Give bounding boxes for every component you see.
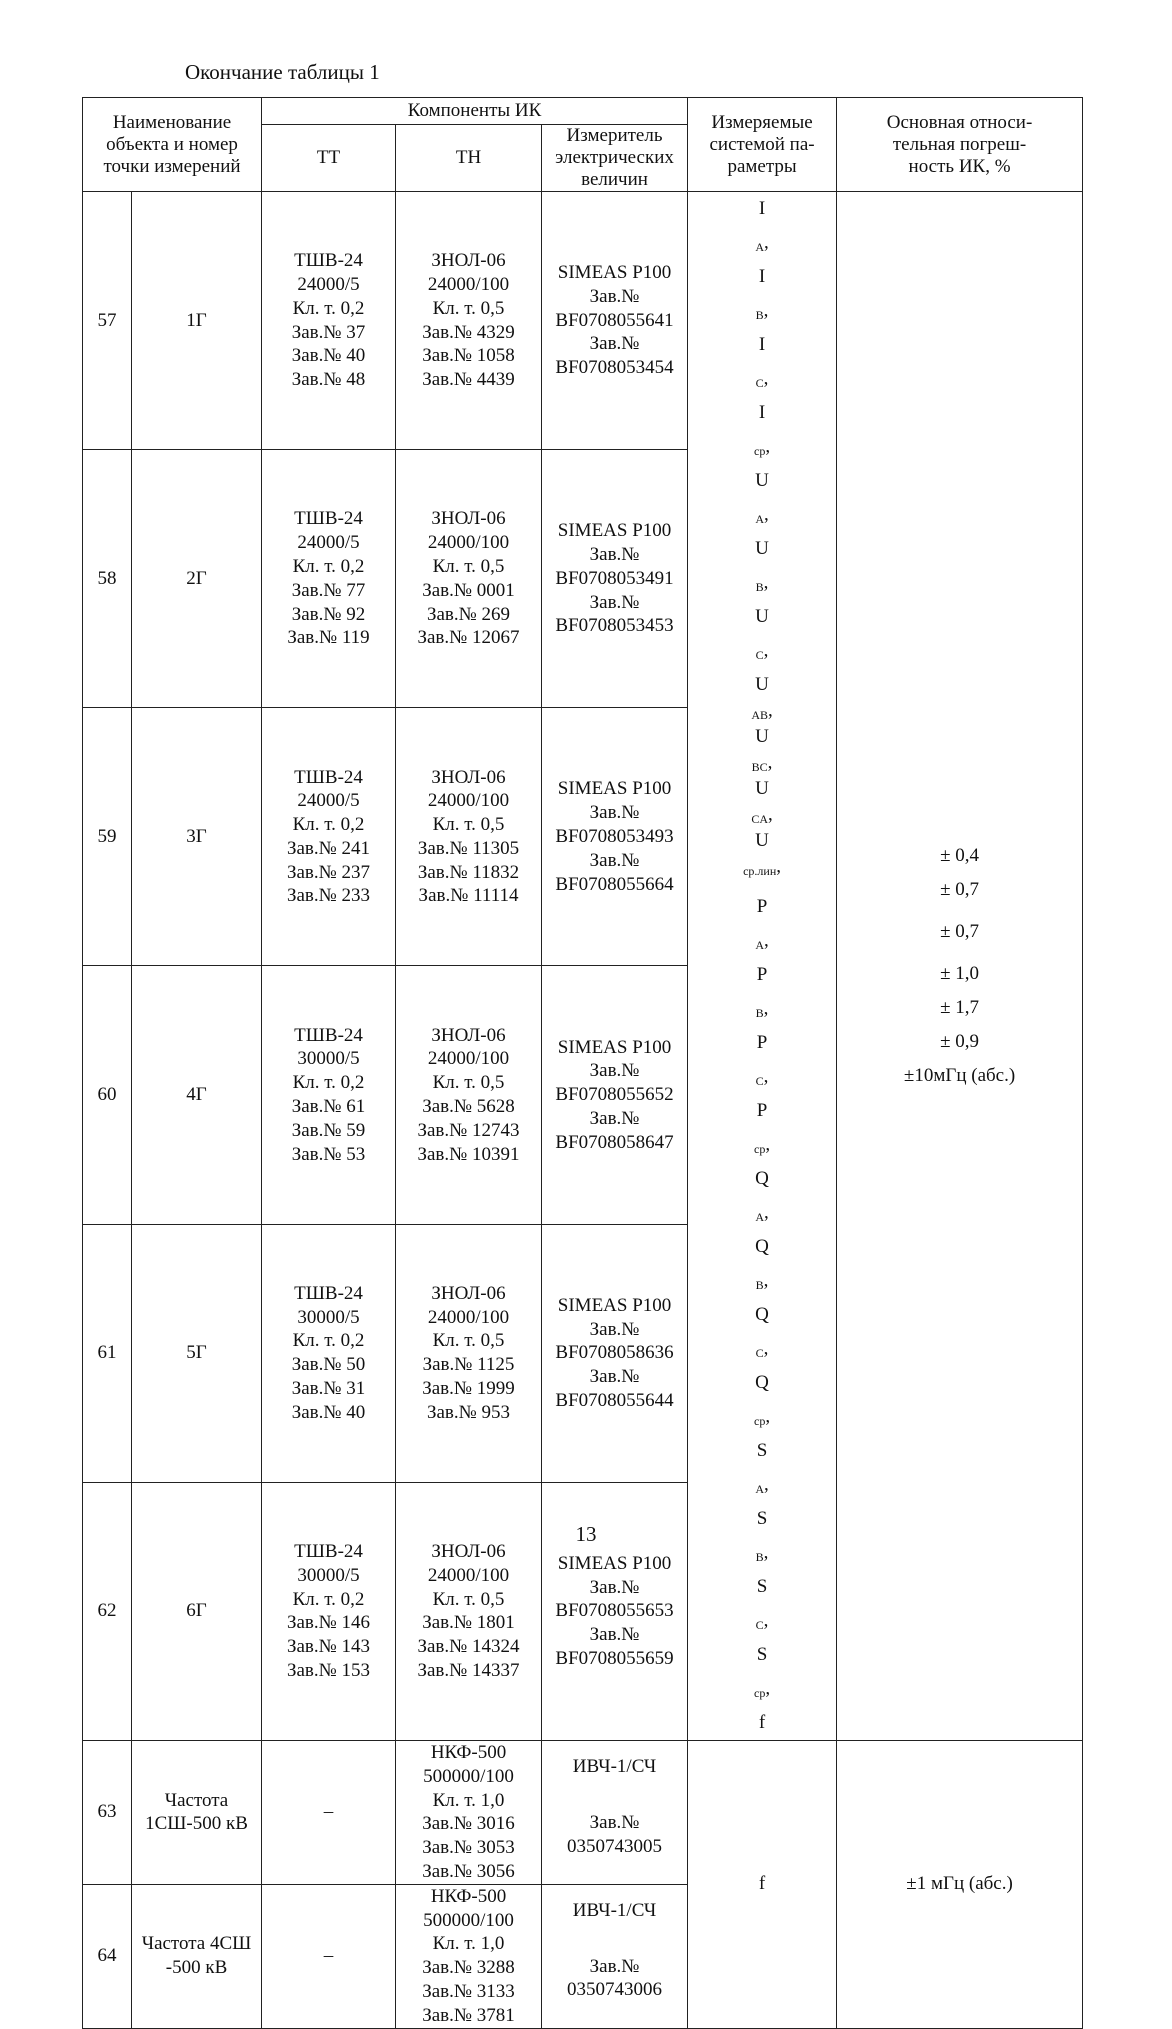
row-number: 58	[83, 450, 132, 708]
tt-cell: ТШВ-24 30000/5 Кл. т. 0,2 Зав.№ 61 Зав.№ 59 Зав.№ 53	[262, 966, 396, 1224]
tn-cell: НКФ-500 500000/100 Кл. т. 1,0 Зав.№ 3016 Зав.№ 3053 Зав.№ 3056	[396, 1741, 542, 1885]
tn-cell: НКФ-500 500000/100 Кл. т. 1,0 Зав.№ 3288 Зав.№ 3133 Зав.№ 3781	[396, 1884, 542, 2028]
object-name: 6Г	[132, 1482, 262, 1740]
params-cell-group1	[688, 192, 837, 1741]
header-error: Основная относи- тельная погреш- ность ИК, %	[837, 98, 1083, 192]
row-number: 63	[83, 1741, 132, 1885]
object-name: Частота 4СШ -500 кВ	[132, 1884, 262, 2028]
table-body	[83, 192, 1083, 2029]
tt-cell: ТШВ-24 30000/5 Кл. т. 0,2 Зав.№ 50 Зав.№ 31 Зав.№ 40	[262, 1224, 396, 1482]
tn-cell: ЗНОЛ-06 24000/100 Кл. т. 0,5 Зав.№ 0001 Зав.№ 269 Зав.№ 12067	[396, 450, 542, 708]
table-caption: Окончание таблицы 1	[185, 60, 380, 84]
table-header	[83, 98, 1083, 192]
tt-cell: –	[262, 1884, 396, 2028]
param-active-power: P $_A$, P $_B$, P $_C$, P $_{ср}$,	[754, 896, 771, 1156]
meter-cell: ИВЧ-1/СЧ Зав.№ 0350743005	[542, 1741, 688, 1885]
object-name: 4Г	[132, 966, 262, 1224]
object-name: Частота 1СШ-500 кВ	[132, 1741, 262, 1885]
row-number: 64	[83, 1884, 132, 2028]
row-number: 59	[83, 708, 132, 966]
tn-cell: ЗНОЛ-06 24000/100 Кл. т. 0,5 Зав.№ 11305 Зав.№ 11832 Зав.№ 11114	[396, 708, 542, 966]
header-tn: ТН	[396, 125, 542, 192]
table-row	[83, 192, 1083, 450]
tn-cell: ЗНОЛ-06 24000/100 Кл. т. 0,5 Зав.№ 1125 Зав.№ 1999 Зав.№ 953	[396, 1224, 542, 1482]
tt-cell: –	[262, 1741, 396, 1885]
param-reactive-power: Q $_A$, Q $_B$, Q $_C$, Q $_{ср}$,	[754, 1168, 771, 1428]
header-tt: ТТ	[262, 125, 396, 192]
meter-cell: SIMEAS P100 Зав.№ BF0708055653 Зав.№ BF0708055659	[542, 1482, 688, 1740]
components-table	[82, 97, 1083, 2029]
tt-cell: ТШВ-24 30000/5 Кл. т. 0,2 Зав.№ 146 Зав.№ 143 Зав.№ 153	[262, 1482, 396, 1740]
meter-cell: SIMEAS P100 Зав.№ BF0708058636 Зав.№ BF0708055644	[542, 1224, 688, 1482]
row-number: 61	[83, 1224, 132, 1482]
errors-cell-group1: ± 0,4 ± 0,7 ± 0,7 ± 1,0 ± 1,7 ± 0,9 ±10мГц (абс.)	[837, 192, 1083, 1741]
table-row	[83, 1741, 1083, 1885]
meter-cell: SIMEAS P100 Зав.№ BF0708055652 Зав.№ BF0708058647	[542, 966, 688, 1224]
meter-cell: SIMEAS P100 Зав.№ BF0708053491 Зав.№ BF0708053453	[542, 450, 688, 708]
header-params: Измеряемые системой па- раметры	[688, 98, 837, 192]
param-current: I $_A$, I $_B$, I $_C$, I $_{ср}$,	[754, 198, 771, 458]
params-cell-group2: f	[688, 1741, 837, 2029]
tt-cell: ТШВ-24 24000/5 Кл. т. 0,2 Зав.№ 241 Зав.№ 237 Зав.№ 233	[262, 708, 396, 966]
param-line-voltage: U $_{AB}$, U $_{BC}$, U $_{CA}$, U $_{ср.лин}$,	[743, 674, 781, 878]
object-name: 1Г	[132, 192, 262, 450]
row-number: 62	[83, 1482, 132, 1740]
tt-cell: ТШВ-24 24000/5 Кл. т. 0,2 Зав.№ 37 Зав.№ 40 Зав.№ 48	[262, 192, 396, 450]
row-number: 57	[83, 192, 132, 450]
header-object: Наименование объекта и номер точки измерений	[83, 98, 262, 192]
object-name: 5Г	[132, 1224, 262, 1482]
meter-cell: SIMEAS P100 Зав.№ BF0708053493 Зав.№ BF0708055664	[542, 708, 688, 966]
object-name: 2Г	[132, 450, 262, 708]
param-apparent-power: S $_A$, S $_B$, S $_C$, S $_{ср}$,	[754, 1440, 771, 1700]
object-name: 3Г	[132, 708, 262, 966]
tt-cell: ТШВ-24 24000/5 Кл. т. 0,2 Зав.№ 77 Зав.№ 92 Зав.№ 119	[262, 450, 396, 708]
tn-cell: ЗНОЛ-06 24000/100 Кл. т. 0,5 Зав.№ 1801 Зав.№ 14324 Зав.№ 14337	[396, 1482, 542, 1740]
tn-cell: ЗНОЛ-06 24000/100 Кл. т. 0,5 Зав.№ 4329 Зав.№ 1058 Зав.№ 4439	[396, 192, 542, 450]
header-components: Компоненты ИК	[262, 98, 688, 125]
row-number: 60	[83, 966, 132, 1224]
errors-cell-group2: ±1 мГц (абс.)	[837, 1741, 1083, 2029]
tn-cell: ЗНОЛ-06 24000/100 Кл. т. 0,5 Зав.№ 5628 Зав.№ 12743 Зав.№ 10391	[396, 966, 542, 1224]
meter-cell: ИВЧ-1/СЧ Зав.№ 0350743006	[542, 1884, 688, 2028]
page-number: 13	[575, 1522, 597, 1546]
meter-cell: SIMEAS P100 Зав.№ BF0708055641 Зав.№ BF0708053454	[542, 192, 688, 450]
header-meter: Измеритель электрических величин	[542, 125, 688, 192]
param-voltage: U $_A$, U $_B$, U $_C$,	[755, 470, 769, 662]
param-frequency: f	[758, 1712, 766, 1733]
